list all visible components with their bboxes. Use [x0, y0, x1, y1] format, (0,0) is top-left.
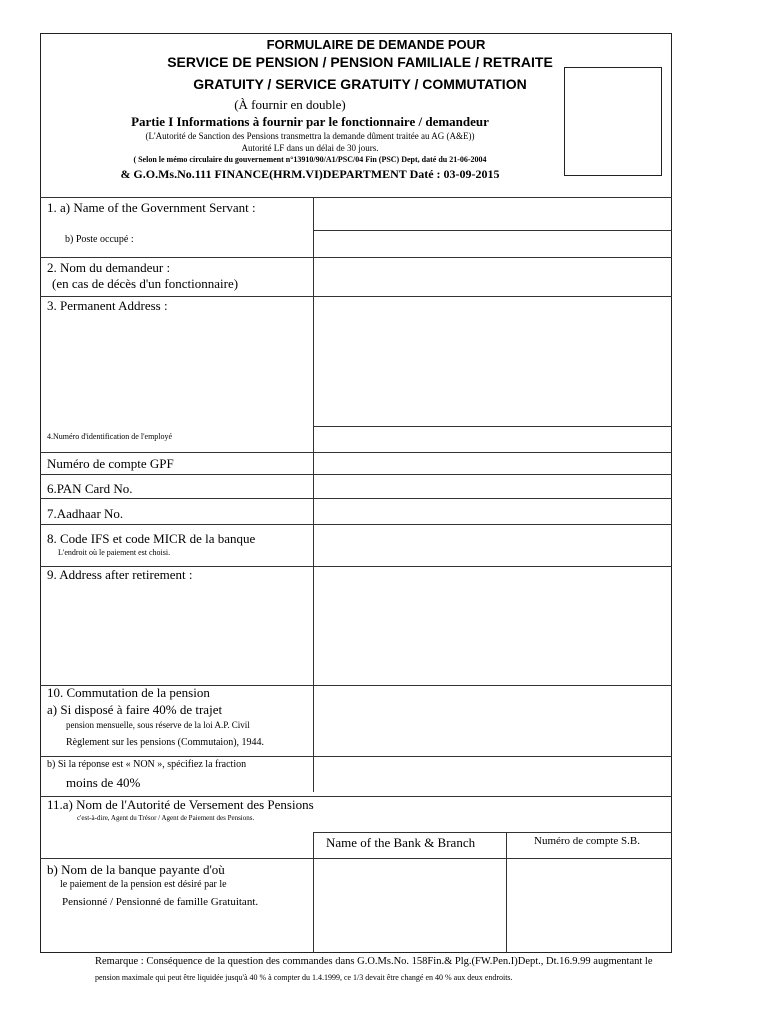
label-paying-bank-note-2: Pensionné / Pensionné de famille Gratuitant. [62, 896, 259, 908]
label-payment-place: L'endroit où le paiement est choisi. [58, 548, 171, 557]
grid-line [313, 832, 672, 833]
ifsc-micr-field[interactable] [314, 525, 671, 566]
column-header-bank-branch: Name of the Bank & Branch [326, 835, 476, 850]
permanent-address-field[interactable] [314, 297, 671, 426]
part-title: Partie I Informations à fournir par le fonctionnaire / demandeur [131, 114, 489, 129]
label-aadhaar: 7.Aadhaar No. [47, 506, 124, 521]
label-employee-id: 4.Numéro d'identification de l'employé [47, 432, 173, 441]
form-subtitle: (À fournir en double) [234, 97, 346, 112]
label-commutation: 10. Commutation de la pension [47, 685, 210, 700]
pan-card-field[interactable] [314, 475, 671, 498]
label-pan-card: 6.PAN Card No. [47, 481, 133, 496]
form-title-line3: GRATUITY / SERVICE GRATUITY / COMMUTATION [193, 76, 527, 92]
commutation-fraction-field[interactable] [314, 757, 671, 796]
government-servant-name-field[interactable] [314, 198, 671, 230]
label-commutation-b: b) Si la réponse est « NON », spécifiez la fraction [47, 759, 247, 770]
bank-branch-field[interactable] [314, 859, 506, 952]
commutation-field[interactable] [314, 686, 671, 756]
label-government-servant-name: 1. a) Name of the Government Servant : [47, 200, 256, 215]
header-note-4: & G.O.Ms.No.111 FINANCE(HRM.VI)DEPARTMENT Daté : 03-09-2015 [120, 167, 500, 181]
label-paying-bank-note-1: le paiement de la pension est désiré par le [60, 879, 227, 890]
header-note-1: (L'Autorité de Sanction des Pensions transmettra la demande dûment traitée au AG (A&E)) [145, 131, 475, 141]
address-after-retirement-field[interactable] [314, 567, 671, 685]
label-claimant-name: 2. Nom du demandeur : [47, 260, 171, 275]
form-title-line1: FORMULAIRE DE DEMANDE POUR [266, 37, 486, 52]
label-commutation-fraction: moins de 40% [66, 775, 141, 790]
label-disbursing-authority: 11.a) Nom de l'Autorité de Versement des Pensions [47, 797, 314, 812]
header-note-3: ( Selon le mémo circulaire du gouvernement n°13910/90/A1/PSC/04 Fin (PSC) Dept, daté du 21-06-2004 [133, 155, 487, 164]
gpf-account-field[interactable] [314, 453, 671, 474]
label-commutation-a: a) Si disposé à faire 40% de trajet [47, 702, 223, 717]
column-header-sb-account: Numéro de compte S.B. [534, 835, 641, 847]
label-claimant-note: (en cas de décès d'un fonctionnaire) [52, 276, 239, 291]
label-commutation-note-2: Règlement sur les pensions (Commutaion), 1944. [66, 737, 265, 748]
claimant-name-field[interactable] [314, 258, 671, 296]
employee-id-field[interactable] [314, 427, 671, 452]
label-disbursing-authority-note: c'est-à-dire, Agent du Trésor / Agent de Paiement des Pensions. [77, 814, 255, 822]
footer-remark: Remarque : Conséquence de la question des commandes dans G.O.Ms.No. 158Fin.& Plg.(FW.Pen.I)Dept., Dt.16.9.99 augmentant le [95, 956, 653, 967]
label-commutation-note-1: pension mensuelle, sous réserve de la loi A.P. Civil [66, 720, 250, 730]
aadhaar-field[interactable] [314, 499, 671, 524]
footer-remark-continued: pension maximale qui peut être liquidée jusqu'à 40 % à compter du 1.4.1999, ce 1/3 devait être changé en 40 % aux deux endroits. [95, 973, 513, 982]
label-paying-bank: b) Nom de la banque payante d'où [47, 862, 225, 877]
label-ifsc-micr: 8. Code IFS et code MICR de la banque [47, 531, 256, 546]
post-held-field[interactable] [314, 231, 671, 257]
form-title-line2: SERVICE DE PENSION / PENSION FAMILIALE / RETRAITE [167, 54, 553, 70]
label-gpf-account: Numéro de compte GPF [47, 456, 174, 471]
header-note-2: Autorité LF dans un délai de 30 jours. [241, 143, 379, 153]
label-permanent-address: 3. Permanent Address : [47, 298, 168, 313]
label-address-after-retirement: 9. Address after retirement : [47, 567, 193, 582]
label-post-held: b) Poste occupé : [65, 234, 134, 245]
sb-account-field[interactable] [507, 859, 671, 952]
